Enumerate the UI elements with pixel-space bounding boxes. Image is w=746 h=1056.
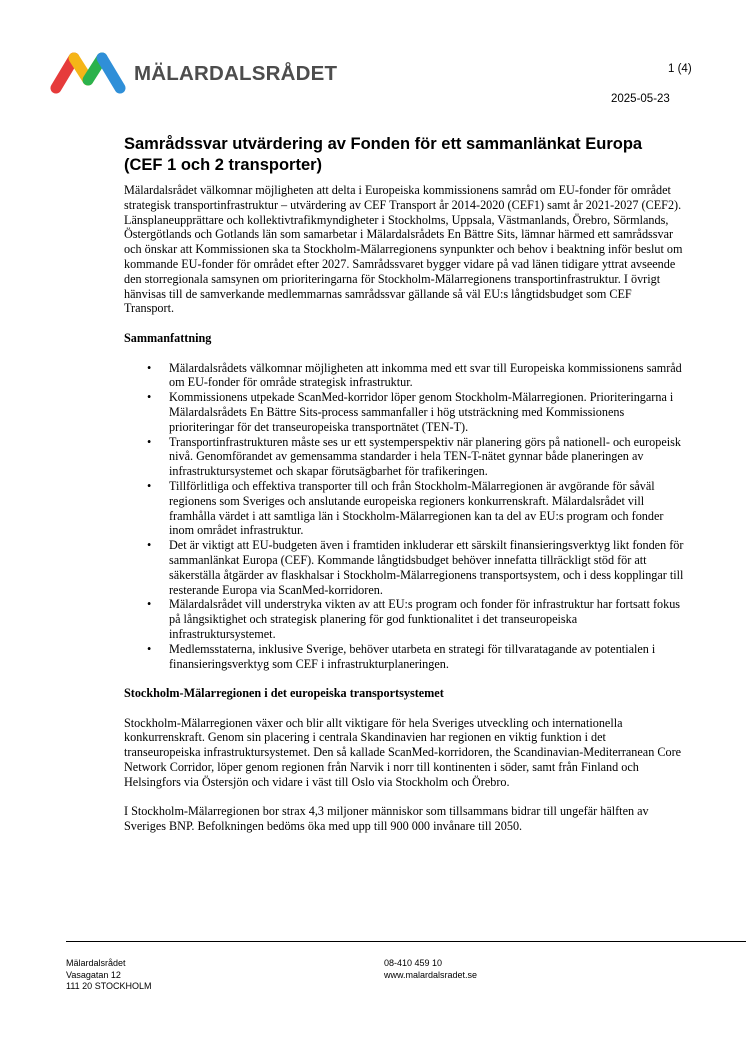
logo — [50, 50, 337, 94]
list-item-text: Mälardalsrådets välkomnar möjligheten att inkomma med ett svar till Europeiska kommissionens samråd om EU-fonder för område strategisk infrastruktur. — [169, 360, 682, 390]
bullet-icon: • — [147, 434, 152, 449]
list-item — [124, 538, 684, 597]
section-paragraph: Stockholm-Mälarregionen växer och blir allt viktigare för hela Sveriges utveckling och internationella konkurrenskraft. Genom sin placering i centrala Skandinavien har regionen en viktig funktion i det transeuropeiska infrastruktursystemet. Den så kallade ScanMed-korridoren, the Scandinavian-Mediterranean Core Network Corridor, löper genom regionen från Narvik i norr till kontinenten i söder, samt från Finland och Helsingfors via Östersjön och vidare i väst till Oslo via Stockholm och Örebro. — [124, 715, 682, 789]
list-item — [124, 390, 684, 434]
footer-phone: 08-410 459 10 — [384, 958, 443, 968]
list-item-text: Tillförlitliga och effektiva transporter till och från Stockholm-Mälarregionen är avgörande för såväl regionens som Sveriges och anslutande europeiska regioners konkurrenskraft. Mälardalsrådet vill framhålla värdet i att samtliga län i Stockholm-Mälarregionen kan ta del av EU:s program och fonder inom området infrastruktur. — [169, 478, 664, 538]
footer-divider — [66, 941, 746, 942]
footer-postal: 111 20 STOCKHOLM — [66, 981, 152, 991]
bullet-icon: • — [147, 478, 152, 493]
list-item-text: Mälardalsrådet vill understryka vikten av att EU:s program och fonder för infrastruktur har fortsatt fokus på långsiktighet och strategisk planering för god funktionalitet i det transeuropeiska infrastruktursystemet. — [169, 597, 681, 641]
logo-text: MÄLARDALSRÅDET — [134, 62, 338, 85]
list-item-text: Medlemsstaterna, inklusive Sverige, behöver utarbeta en strategi för tillvaratagande av potentialen i finansieringsverktyg som CEF i infrastrukturplaneringen. — [169, 641, 656, 671]
section-paragraph: I Stockholm-Mälarregionen bor strax 4,3 miljoner människor som tillsammans bidrar till ungefär hälften av Sveriges BNP. Befolkningen bedöms öka med upp till 900 000 invånare till 2050. — [124, 804, 649, 834]
footer-web-link[interactable]: www.malardalsradet.se — [384, 969, 478, 980]
document-title: Samrådssvar utvärdering av Fonden för ett sammanlänkat Europa (CEF 1 och 2 transporter) — [124, 135, 643, 174]
list-item-text: Transportinfrastrukturen måste ses ur ett systemperspektiv när planering görs på nationell- och europeisk nivå. Genomförandet av gemensamma standarder i hela TEN-T-nätet gynnar både planeringen av infrastruktursystemet och skapar förutsägbarhet för trafikeringen. — [169, 434, 681, 479]
footer-contact — [384, 958, 477, 981]
document-date: 2025-05-23 — [611, 93, 670, 105]
document-body — [124, 183, 684, 849]
bullet-icon: • — [147, 538, 152, 553]
list-item-text: Det är viktigt att EU-budgeten även i framtiden inkluderar ett särskilt finansieringsverktyg likt fonden för sammanlänkat Europa (CEF). Kommande långtidsbudget behöver innefatta tillräckligt stöd för att säkerställa åtgärder av flaskhalsar i Stockholm-Mälarregionens transportsystem, och i dess kopplingar till resterande Europa via ScanMed-korridoren. — [169, 538, 684, 597]
bullet-icon: • — [147, 390, 152, 405]
footer-org: Mälardalsrådet — [66, 958, 126, 968]
list-item — [124, 642, 684, 672]
summary-list — [124, 361, 684, 672]
intro-paragraph: Mälardalsrådet välkomnar möjligheten att delta i Europeiska kommissionens samråd om EU-fonder för området strategisk transportinfrastruktur – utvärdering av CEF Transport år 2014-2020 (CEF1) samt år 2021-2027 (CEF2). Länsplaneupprättare och kollektivtrafikmyndigheter i Stockholms, Uppsala, Västmanlands, Örebro, Sörmlands, Östergötlands och Gotlands län som samarbetar i Mälardalsrådets En Bättre Sits, lämnar härmed ett samrådssvar och önskar att Kommissionen ska ta Stockholm-Mälarregionens synpunkter och behov i beaktning inför beslut om kommande EU-fonder för området efter 2027. Samrådssvaret bygger vidare på vad länen tidigare yttrat avseende den storregionala samsynen om prioriteringarna för Stockholm-Mälarregionens transportinfrastruktur. I övrigt hänvisas till de samverkande medlemmarnas samrådssvar gällande så väl EU:s långtidsbudget som CEF Transport. — [124, 183, 683, 316]
malardalsradet-logo-icon — [50, 50, 128, 94]
bullet-icon: • — [147, 641, 152, 656]
list-item — [124, 435, 684, 479]
footer-address — [66, 958, 152, 993]
summary-heading: Sammanfattning — [124, 330, 212, 345]
footer-street: Vasagatan 12 — [66, 969, 121, 980]
list-item-text: Kommissionens utpekade ScanMed-korridor löper genom Stockholm-Mälarregionen. Prioriteringarna i Mälardalsrådets En Bättre Sits-process sammanfaller i hög utsträckning med Kommissionens prioriteringar för det transeuropeiska transportnätet (TEN-T). — [169, 390, 674, 434]
list-item — [124, 361, 684, 391]
list-item — [124, 597, 684, 641]
page-number: 1 (4) — [668, 63, 692, 75]
list-item — [124, 479, 684, 538]
logo-stroke-blue — [102, 58, 120, 88]
bullet-icon: • — [147, 597, 152, 612]
bullet-icon: • — [147, 360, 152, 375]
section-heading: Stockholm-Mälarregionen i det europeiska transportsystemet — [124, 686, 444, 701]
